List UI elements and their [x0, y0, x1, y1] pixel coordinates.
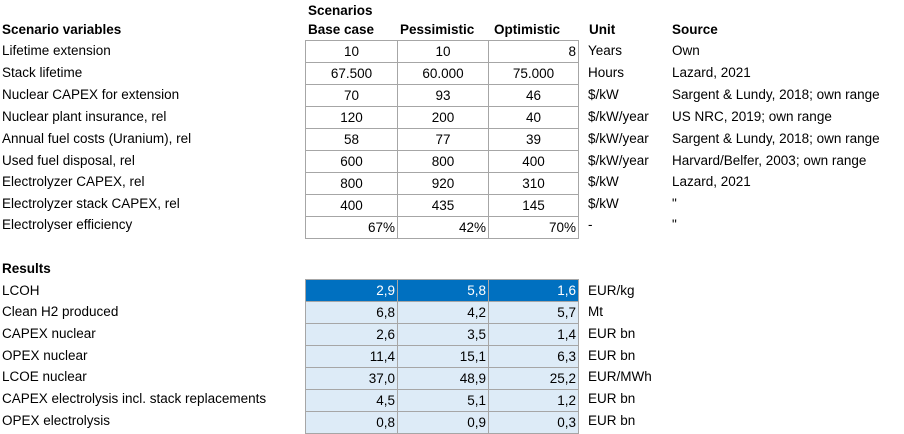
source-label: Sargent & Lundy, 2018; own range — [672, 87, 880, 102]
base-case-cell[interactable]: 2,9 — [306, 280, 398, 302]
base-case-cell[interactable]: 4,5 — [306, 390, 398, 412]
optimistic-cell[interactable]: 0,3 — [489, 412, 579, 434]
variable-name: Electrolyzer stack CAPEX, rel — [2, 196, 180, 211]
source-label: " — [672, 217, 677, 232]
unit-label: $/kW/year — [588, 153, 649, 168]
unit-label: EUR bn — [588, 413, 636, 428]
unit-label: EUR/kg — [588, 283, 635, 298]
source-label: Sargent & Lundy, 2018; own range — [672, 131, 880, 146]
unit-label: EUR bn — [588, 391, 636, 406]
pessimistic-cell[interactable]: 60.000 — [398, 63, 489, 85]
pessimistic-cell[interactable]: 200 — [398, 107, 489, 129]
pessimistic-cell[interactable]: 800 — [398, 151, 489, 173]
table-row — [306, 346, 579, 368]
variable-name: Electrolyser efficiency — [2, 217, 133, 232]
variable-name: Stack lifetime — [2, 65, 83, 80]
table-row — [306, 390, 579, 412]
optimistic-cell[interactable]: 8 — [489, 41, 579, 63]
pessimistic-cell[interactable]: 0,9 — [398, 412, 489, 434]
table-row — [306, 151, 579, 173]
results-table — [305, 279, 579, 434]
unit-label: $/kW/year — [588, 109, 649, 124]
table-row — [306, 324, 579, 346]
scenario-variables-table — [305, 40, 579, 239]
unit-label: Hours — [588, 65, 625, 80]
base-case-cell[interactable]: 67% — [306, 217, 398, 239]
source-label: " — [672, 196, 677, 211]
table-row — [306, 129, 579, 151]
variable-name: Nuclear plant insurance, rel — [2, 109, 167, 124]
base-case-cell[interactable]: 400 — [306, 195, 398, 217]
optimistic-cell[interactable]: 1,2 — [489, 390, 579, 412]
scenarios-header: Scenarios — [308, 3, 373, 18]
result-name: OPEX electrolysis — [2, 413, 111, 428]
unit-label: Years — [588, 43, 623, 58]
table-row — [306, 85, 579, 107]
base-case-cell[interactable]: 58 — [306, 129, 398, 151]
pessimistic-cell[interactable]: 5,1 — [398, 390, 489, 412]
variable-name: Used fuel disposal, rel — [2, 153, 135, 168]
optimistic-cell[interactable]: 1,4 — [489, 324, 579, 346]
unit-label: EUR/MWh — [588, 369, 652, 384]
unit-label: $/kW — [588, 174, 619, 189]
optimistic-cell[interactable]: 39 — [489, 129, 579, 151]
result-name: Clean H2 produced — [2, 304, 119, 319]
pessimistic-cell[interactable]: 435 — [398, 195, 489, 217]
pessimistic-cell[interactable]: 48,9 — [398, 368, 489, 390]
base-case-cell[interactable]: 37,0 — [306, 368, 398, 390]
pessimistic-cell[interactable]: 920 — [398, 173, 489, 195]
col-source-header: Source — [672, 22, 718, 37]
pessimistic-cell[interactable]: 3,5 — [398, 324, 489, 346]
optimistic-cell[interactable]: 25,2 — [489, 368, 579, 390]
source-label: US NRC, 2019; own range — [672, 109, 832, 124]
unit-label: EUR bn — [588, 348, 636, 363]
optimistic-cell[interactable]: 6,3 — [489, 346, 579, 368]
source-label: Lazard, 2021 — [672, 65, 751, 80]
base-case-cell[interactable]: 120 — [306, 107, 398, 129]
pessimistic-cell[interactable]: 15,1 — [398, 346, 489, 368]
variable-name: Lifetime extension — [2, 43, 111, 58]
unit-label: $/kW — [588, 196, 619, 211]
base-case-cell[interactable]: 6,8 — [306, 302, 398, 324]
optimistic-cell[interactable]: 70% — [489, 217, 579, 239]
table-row — [306, 217, 579, 239]
table-row — [306, 412, 579, 434]
base-case-cell[interactable]: 800 — [306, 173, 398, 195]
base-case-cell[interactable]: 10 — [306, 41, 398, 63]
base-case-cell[interactable]: 67.500 — [306, 63, 398, 85]
result-name: OPEX nuclear — [2, 348, 88, 363]
pessimistic-cell[interactable]: 4,2 — [398, 302, 489, 324]
table-row — [306, 107, 579, 129]
table-row — [306, 173, 579, 195]
result-name: CAPEX nuclear — [2, 326, 96, 341]
optimistic-cell[interactable]: 145 — [489, 195, 579, 217]
table-row — [306, 195, 579, 217]
unit-label: $/kW — [588, 87, 619, 102]
pessimistic-cell[interactable]: 42% — [398, 217, 489, 239]
unit-label: $/kW/year — [588, 131, 649, 146]
table-row — [306, 280, 579, 302]
variable-name: Nuclear CAPEX for extension — [2, 87, 180, 102]
unit-label: Mt — [588, 304, 603, 319]
col-optimistic-header: Optimistic — [494, 22, 561, 37]
result-name: CAPEX electrolysis incl. stack replacements — [2, 391, 267, 406]
optimistic-cell[interactable]: 75.000 — [489, 63, 579, 85]
base-case-cell[interactable]: 600 — [306, 151, 398, 173]
base-case-cell[interactable]: 11,4 — [306, 346, 398, 368]
base-case-cell[interactable]: 2,6 — [306, 324, 398, 346]
table-row — [306, 63, 579, 85]
optimistic-cell[interactable]: 5,7 — [489, 302, 579, 324]
unit-label: EUR bn — [588, 326, 636, 341]
results-title: Results — [2, 261, 51, 276]
source-label: Own — [672, 43, 700, 58]
pessimistic-cell[interactable]: 10 — [398, 41, 489, 63]
optimistic-cell[interactable]: 1,6 — [489, 280, 579, 302]
result-name: LCOE nuclear — [2, 369, 87, 384]
col-pessimistic-header: Pessimistic — [400, 22, 475, 37]
pessimistic-cell[interactable]: 93 — [398, 85, 489, 107]
base-case-cell[interactable]: 70 — [306, 85, 398, 107]
table-row — [306, 302, 579, 324]
col-unit-header: Unit — [589, 22, 616, 37]
optimistic-cell[interactable]: 46 — [489, 85, 579, 107]
optimistic-cell[interactable]: 310 — [489, 173, 579, 195]
result-name: LCOH — [2, 283, 40, 298]
variable-name: Annual fuel costs (Uranium), rel — [2, 131, 192, 146]
table-row — [306, 368, 579, 390]
source-label: Harvard/Belfer, 2003; own range — [672, 153, 867, 168]
optimistic-cell[interactable]: 400 — [489, 151, 579, 173]
base-case-cell[interactable]: 0,8 — [306, 412, 398, 434]
unit-label: - — [588, 217, 593, 232]
variable-name: Electrolyzer CAPEX, rel — [2, 174, 145, 189]
source-label: Lazard, 2021 — [672, 174, 751, 189]
variables-title: Scenario variables — [2, 22, 122, 37]
pessimistic-cell[interactable]: 5,8 — [398, 280, 489, 302]
col-base-header: Base case — [308, 22, 375, 37]
pessimistic-cell[interactable]: 77 — [398, 129, 489, 151]
optimistic-cell[interactable]: 40 — [489, 107, 579, 129]
table-row — [306, 41, 579, 63]
